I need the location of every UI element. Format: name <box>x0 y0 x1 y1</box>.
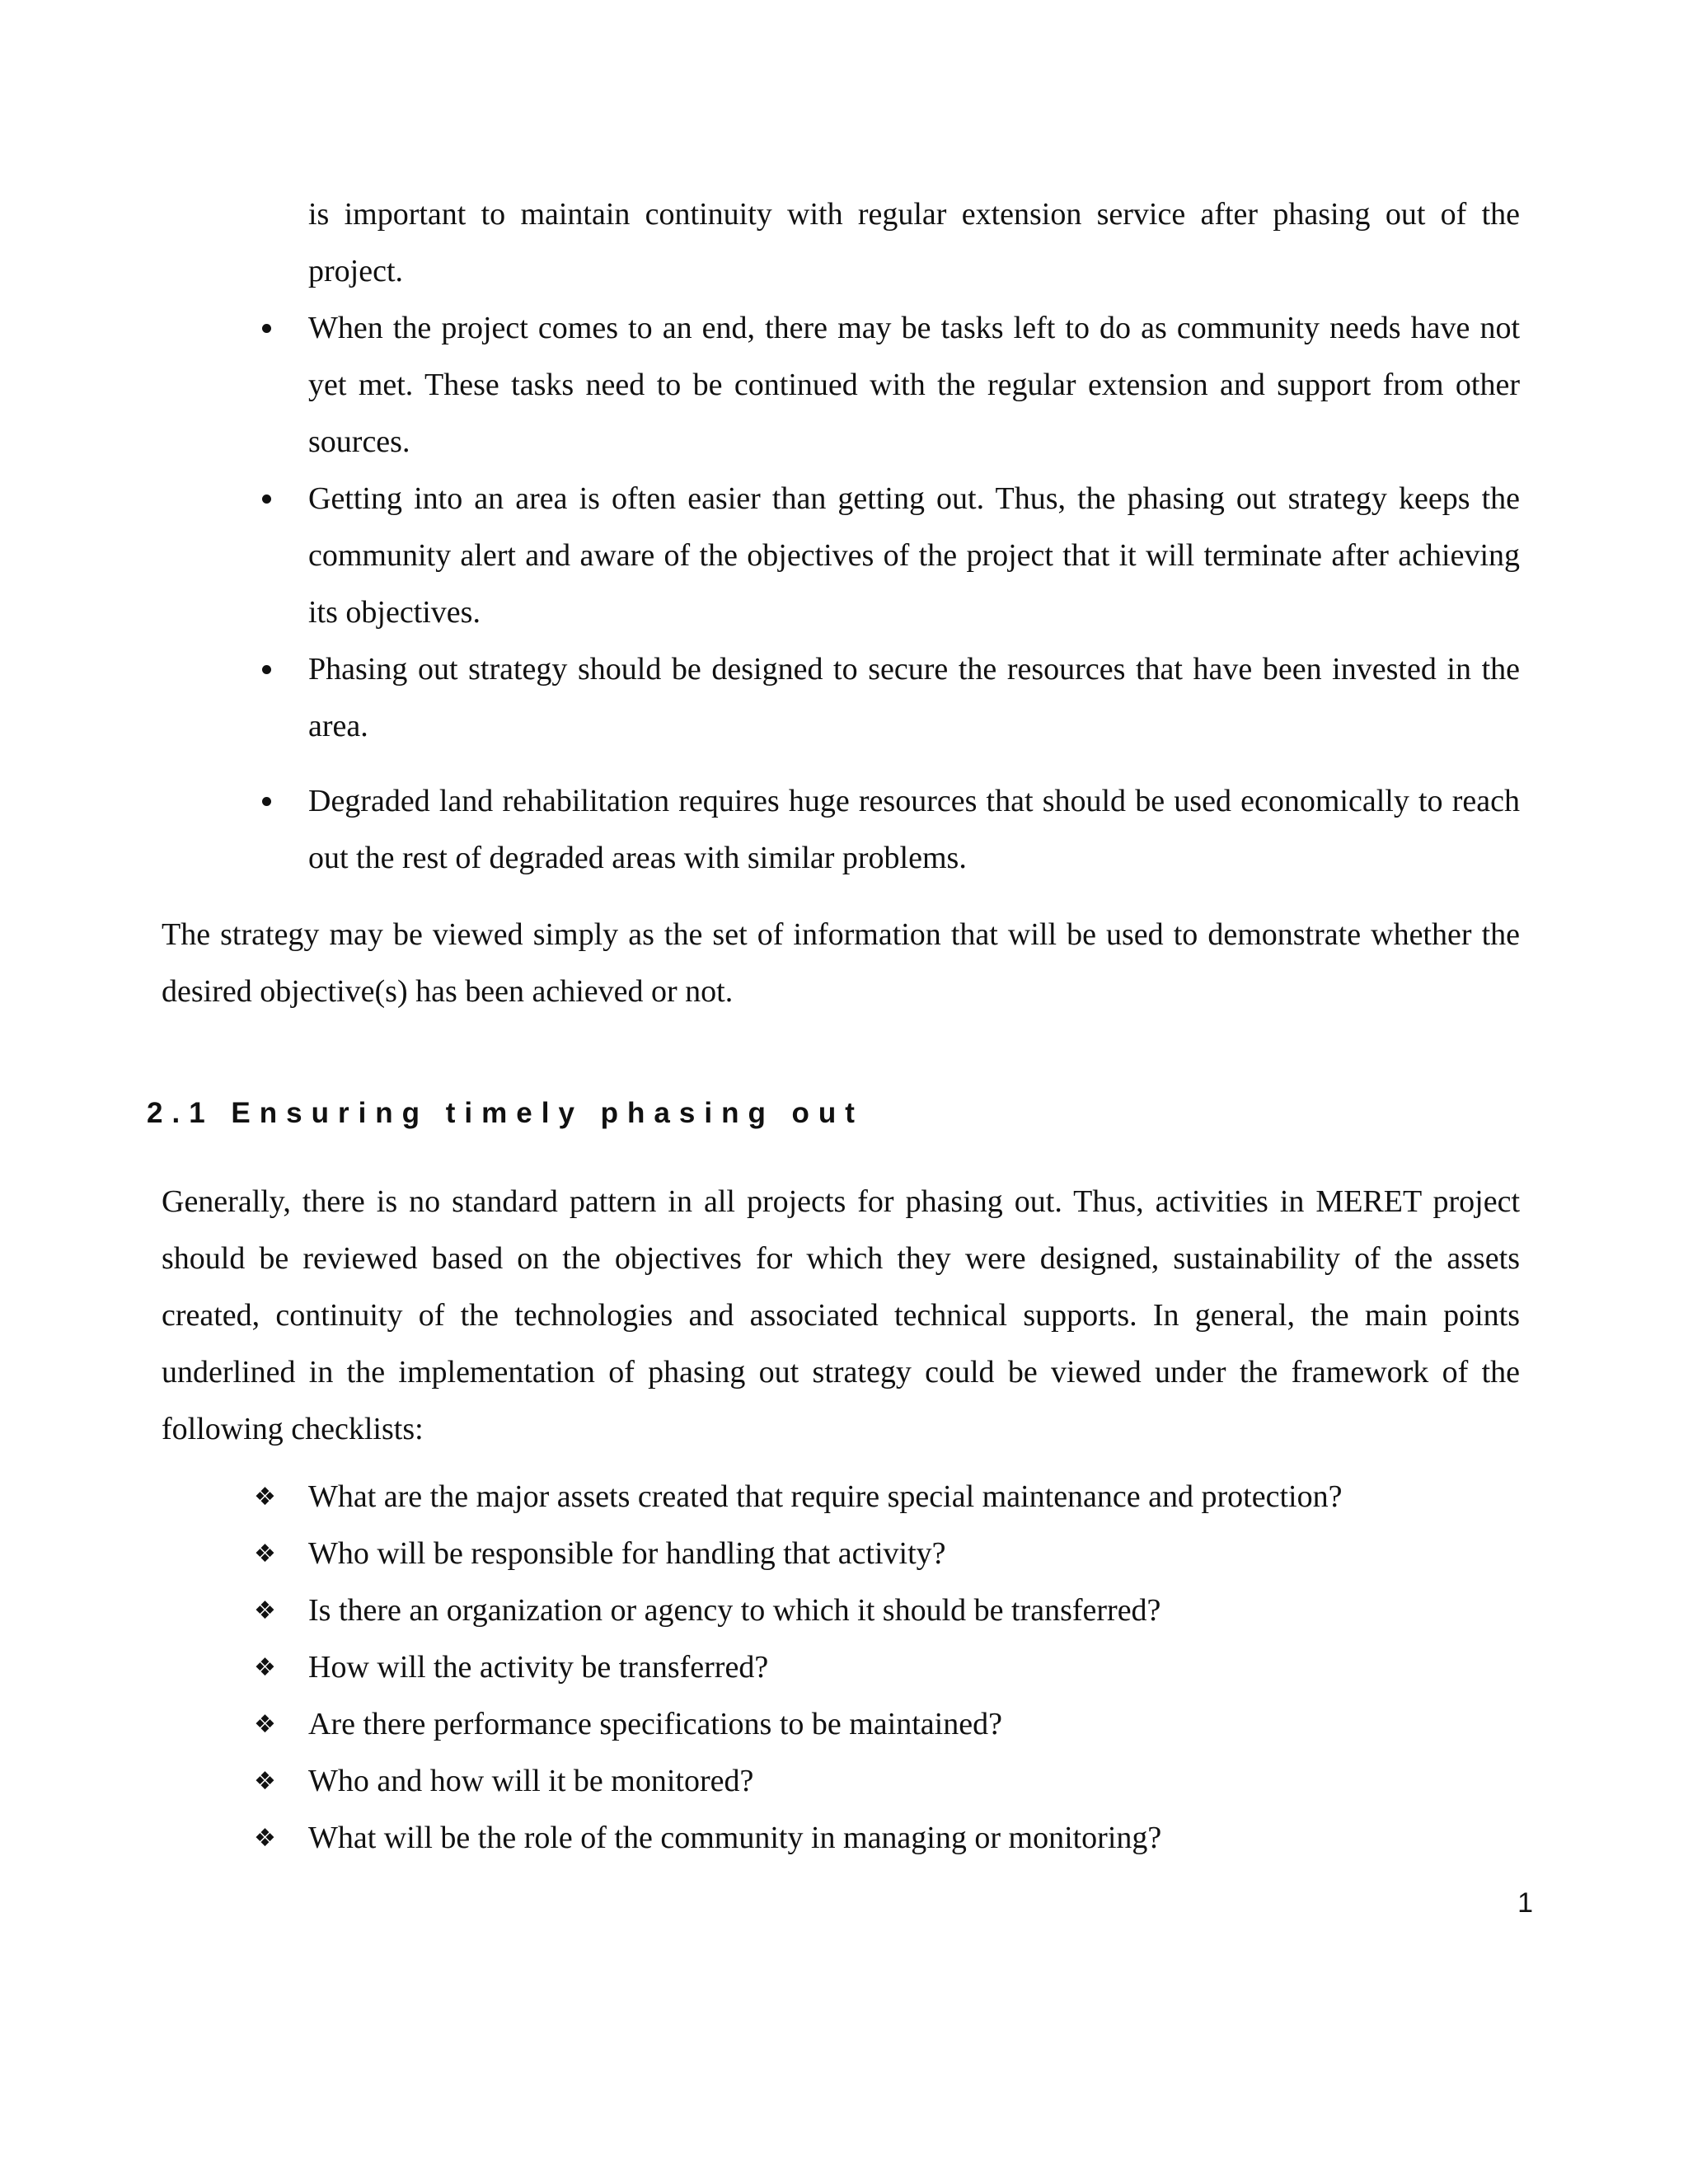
continuation-paragraph: is important to maintain continuity with regular extension service after phasing out of the project. <box>308 197 1520 288</box>
checklist-item <box>247 1639 1520 1696</box>
checklist-text: What will be the role of the community in managing or monitoring? <box>308 1821 1162 1855</box>
bullet-dot-icon <box>262 494 271 504</box>
checklist <box>247 1469 1520 1867</box>
checklist-text: Is there an organization or agency to which it should be transferred? <box>308 1593 1161 1628</box>
checklist-text: Who will be responsible for handling that activity? <box>308 1536 946 1571</box>
section-heading: 2.1 Ensuring timely phasing out <box>147 1097 864 1129</box>
checklist-item <box>247 1526 1520 1582</box>
strategy-paragraph: The strategy may be viewed simply as the set of information that will be used to demonstrate whether the desired objective(s) has been achieved or not. <box>162 917 1520 1009</box>
checklist-text: What are the major assets created that require special maintenance and protection? <box>308 1479 1343 1514</box>
bullet-list <box>247 300 1520 887</box>
checklist-item <box>247 1696 1520 1753</box>
checklist-item <box>247 1469 1520 1526</box>
bullet-item <box>247 300 1520 471</box>
bullet-dot-icon <box>262 797 271 806</box>
bullet-text: Phasing out strategy should be designed to secure the resources that have been invested in the area. <box>308 652 1520 743</box>
checklist-item <box>247 1810 1520 1867</box>
diamond-bullet-icon: ❖ <box>254 1767 276 1796</box>
diamond-bullet-icon: ❖ <box>254 1824 276 1853</box>
checklist-item <box>247 1582 1520 1639</box>
intro-paragraph: Generally, there is no standard pattern in all projects for phasing out. Thus, activities in MERET project should be reviewed based on the objectives for which they were designed, sustainability of the assets created, continuity of the technologies and associated technical supports. In general, the main points underlined in the implementation of phasing out strategy could be viewed under the framework of the following checklists: <box>162 1184 1520 1446</box>
bullet-text: Getting into an area is often easier than getting out. Thus, the phasing out strategy keeps the community alert and aware of the objectives of the project that it will terminate after achieving its objectives. <box>308 481 1520 630</box>
diamond-bullet-icon: ❖ <box>254 1540 276 1568</box>
page-number: 1 <box>1517 1887 1533 1919</box>
bullet-item <box>247 471 1520 641</box>
bullet-dot-icon <box>262 665 271 674</box>
bullet-item <box>247 641 1520 755</box>
bullet-text: Degraded land rehabilitation requires huge resources that should be used economically to reach out the rest of degraded areas with similar problems. <box>308 784 1520 875</box>
checklist-text: How will the activity be transferred? <box>308 1650 769 1685</box>
diamond-bullet-icon: ❖ <box>254 1596 276 1625</box>
diamond-bullet-icon: ❖ <box>254 1710 276 1739</box>
bullet-text: When the project comes to an end, there may be tasks left to do as community needs have not yet met. These tasks need to be continued with the regular extension and support from other sources. <box>308 311 1520 459</box>
bullet-dot-icon <box>262 324 271 333</box>
checklist-text: Who and how will it be monitored? <box>308 1764 754 1798</box>
bullet-item <box>247 773 1520 887</box>
checklist-item <box>247 1753 1520 1810</box>
checklist-text: Are there performance specifications to be maintained? <box>308 1707 1002 1741</box>
diamond-bullet-icon: ❖ <box>254 1653 276 1682</box>
diamond-bullet-icon: ❖ <box>254 1483 276 1511</box>
